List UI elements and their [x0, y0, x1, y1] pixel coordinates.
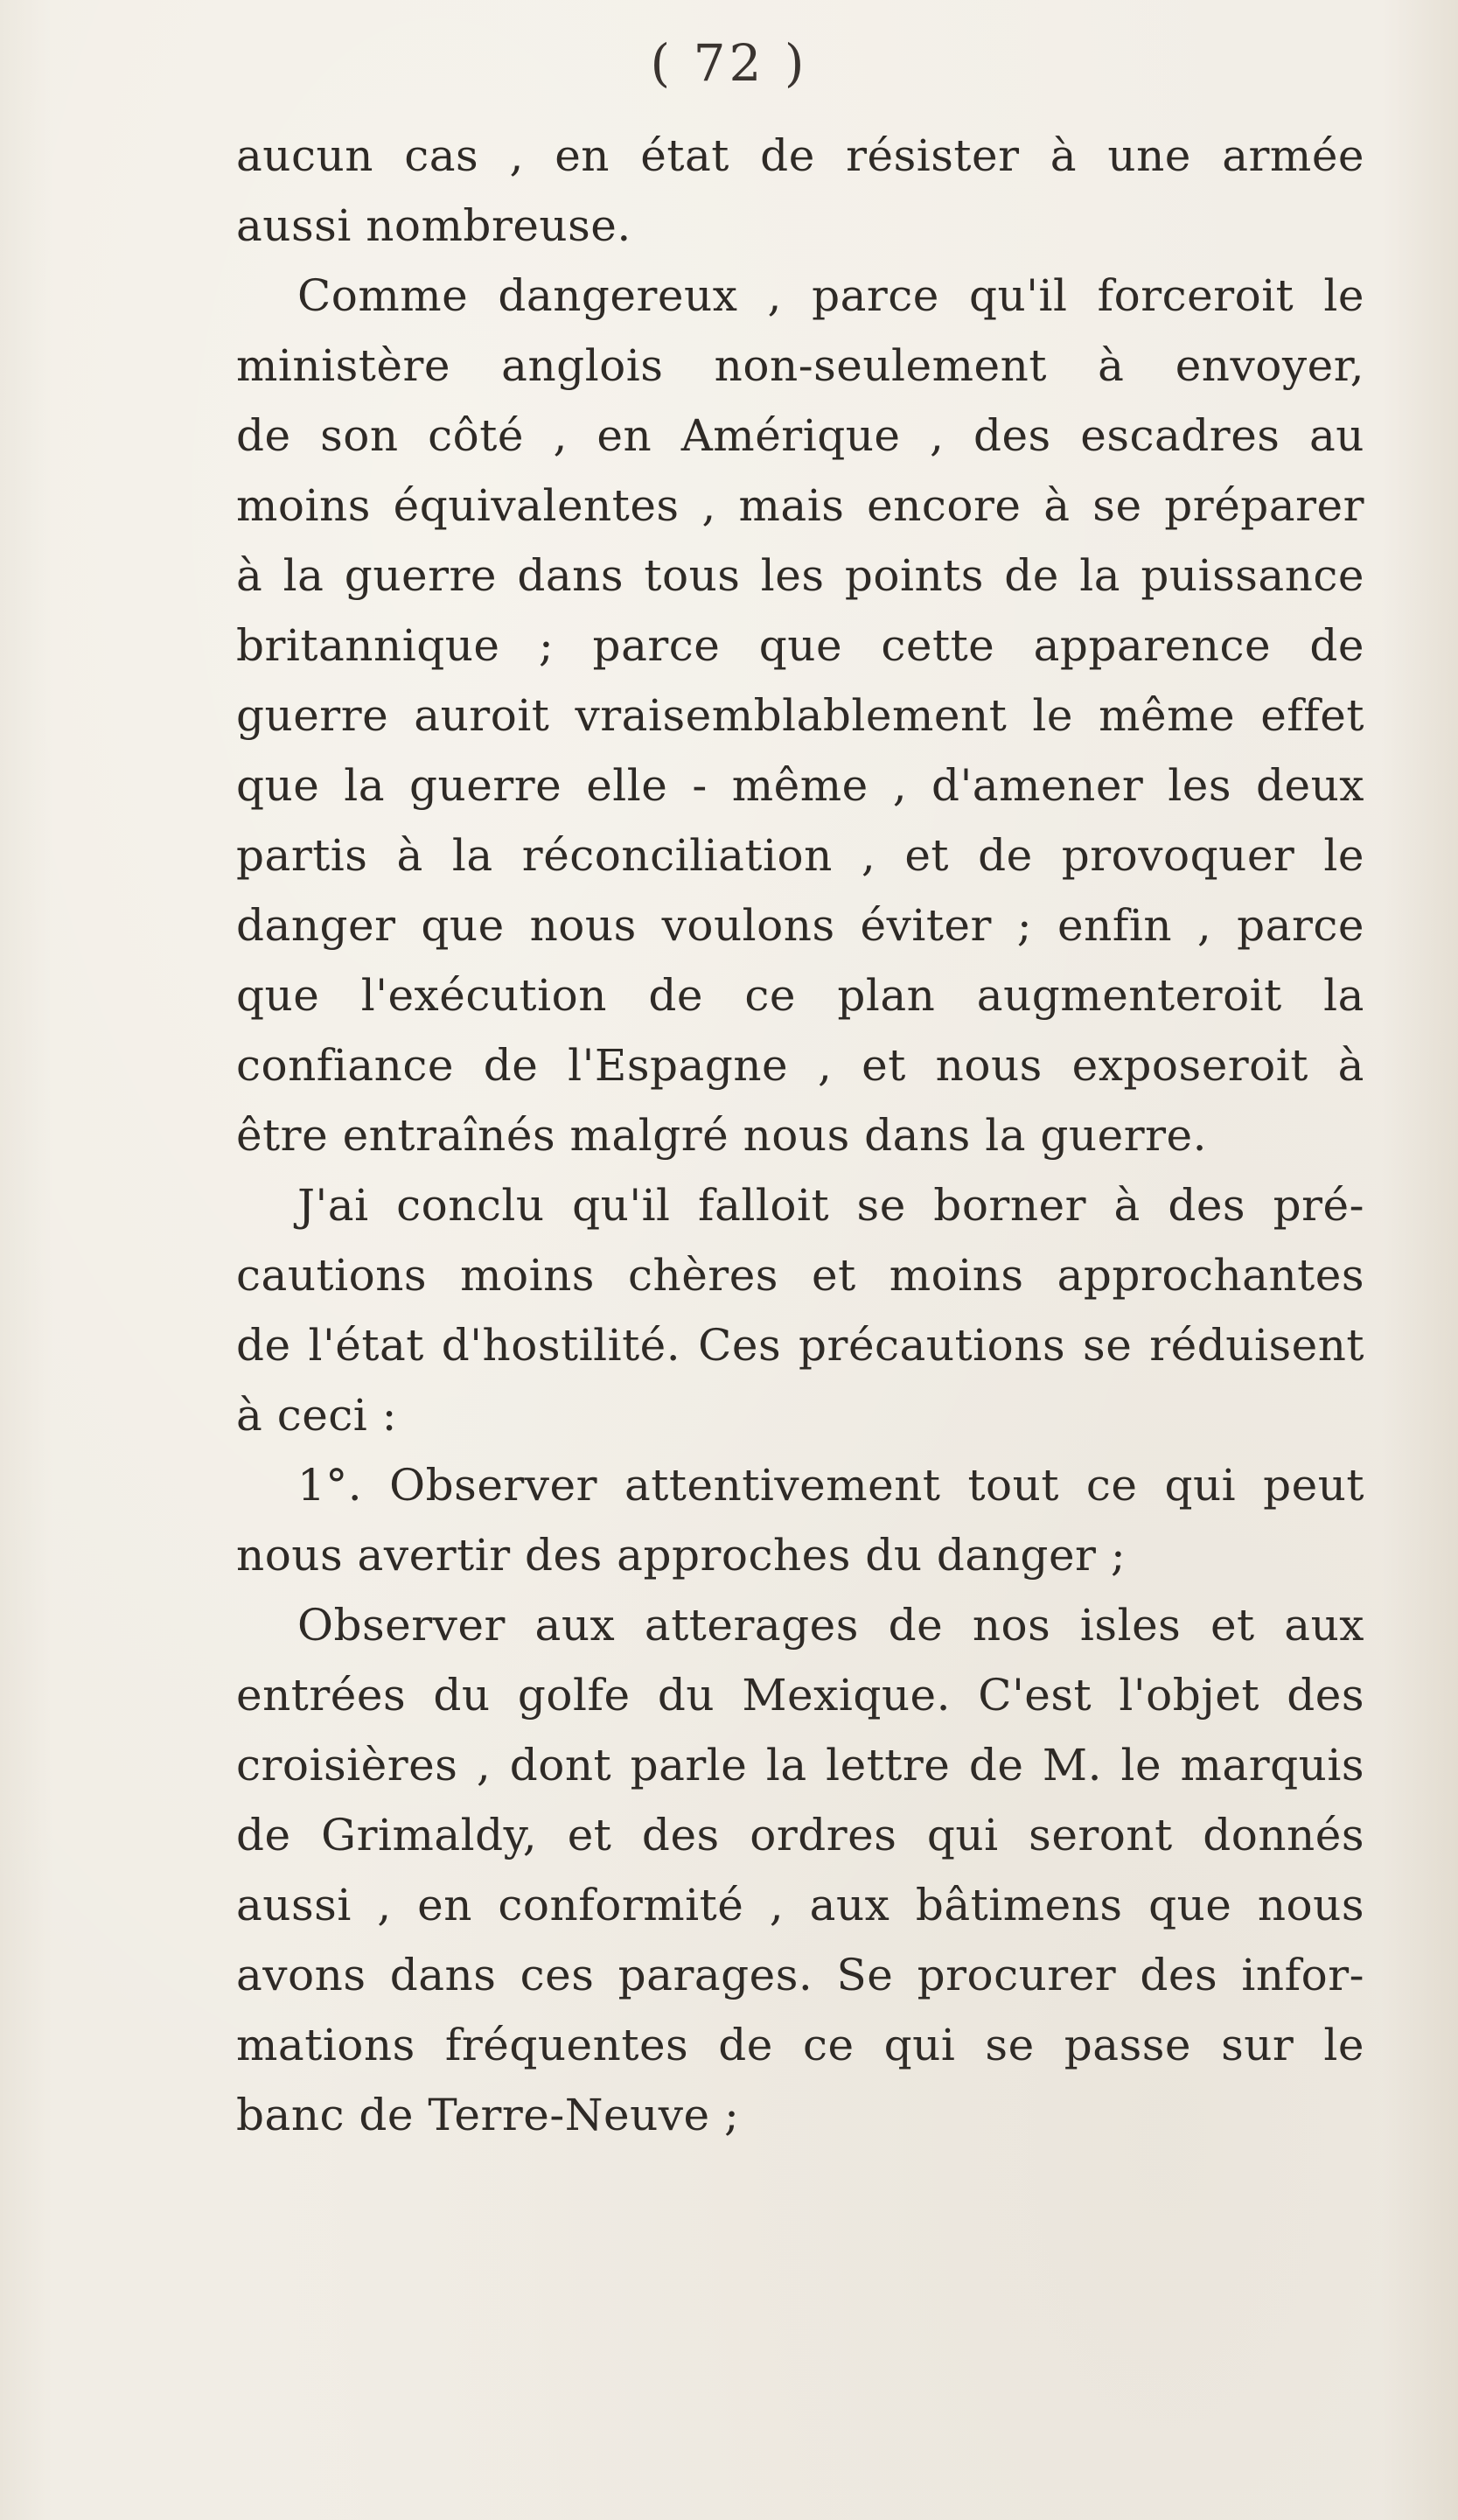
text-line: entrées du golfe du Mexique. C'est l'objet des	[236, 1670, 1364, 1721]
text-line: danger que nous voulons éviter ; enfin , parce	[236, 900, 1364, 951]
text-line: britannique ; parce que cette apparence de	[236, 620, 1364, 671]
text-line: à ceci :	[236, 1390, 398, 1441]
text-line: confiance de l'Espagne , et nous exposeroit à	[236, 1040, 1364, 1091]
text-line: ministère anglois non-seulement à envoyer,	[236, 340, 1364, 391]
text-line: partis à la réconciliation , et de provoquer le	[236, 830, 1364, 881]
text-line: que l'exécution de ce plan augmenteroit la	[236, 970, 1364, 1021]
text-line: de l'état d'hostilité. Ces précautions se réduisent	[236, 1320, 1364, 1371]
text-line: Comme dangereux , parce qu'il forceroit le	[297, 270, 1364, 321]
text-line: aucun cas , en état de résister à une armée	[236, 130, 1364, 181]
page-number: ( 72 )	[650, 33, 808, 93]
body-text	[236, 121, 1364, 2150]
text-line: aussi , en conformité , aux bâtimens que nous	[236, 1880, 1364, 1930]
text-line: croisières , dont parle la lettre de M. le marquis	[236, 1740, 1364, 1791]
text-line: que la guerre elle - même , d'amener les deux	[236, 760, 1364, 811]
text-line: être entraînés malgré nous dans la guerre.	[236, 1110, 1208, 1161]
text-line: avons dans ces parages. Se procurer des infor-	[236, 1950, 1364, 2000]
text-line: 1°. Observer attentivement tout ce qui peut	[297, 1460, 1364, 1511]
text-line: banc de Terre-Neuve ;	[236, 2090, 740, 2140]
text-line: moins équivalentes , mais encore à se préparer	[236, 480, 1364, 531]
text-line: cautions moins chères et moins approchantes	[236, 1250, 1364, 1301]
text-line: mations fréquentes de ce qui se passe sur le	[236, 2020, 1364, 2070]
text-line: guerre auroit vraisemblablement le même effet	[236, 690, 1364, 741]
text-line: aussi nombreuse.	[236, 200, 631, 251]
text-line: de son côté , en Amérique , des escadres au	[236, 410, 1364, 461]
text-line: nous avertir des approches du danger ;	[236, 1530, 1127, 1581]
text-line: à la guerre dans tous les points de la puissance	[236, 550, 1364, 601]
text-line: Observer aux atterages de nos isles et aux	[297, 1600, 1364, 1651]
text-line: J'ai conclu qu'il falloit se borner à des pré-	[297, 1180, 1364, 1231]
text-line: de Grimaldy, et des ordres qui seront donnés	[236, 1810, 1364, 1860]
